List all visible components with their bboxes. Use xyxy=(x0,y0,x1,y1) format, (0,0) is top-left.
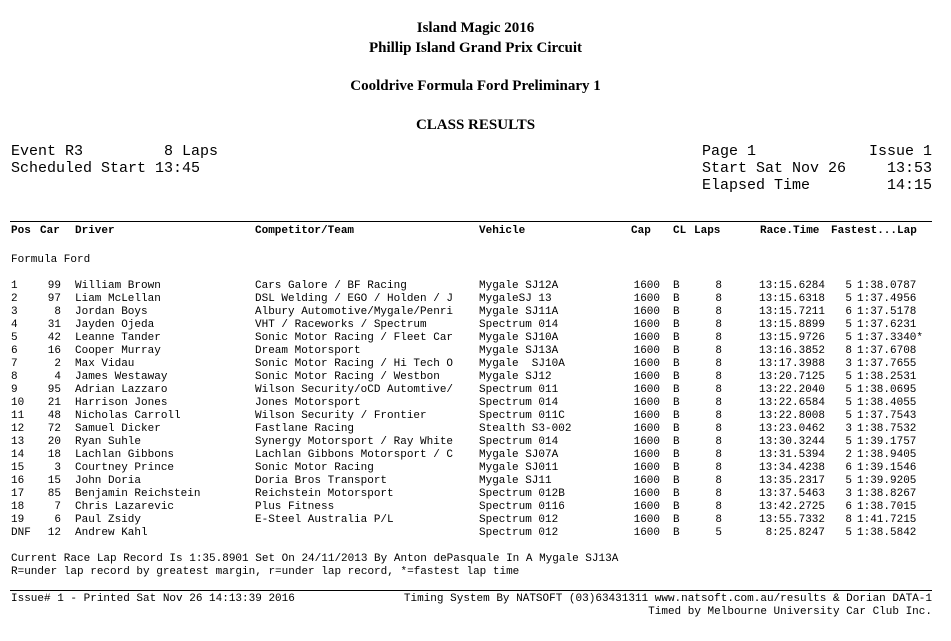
cell-driver: John Doria xyxy=(75,475,142,487)
cell-fastest-lap-time: 1:39.1757 xyxy=(857,436,917,448)
cell-vehicle: Mygale SJ13A xyxy=(479,345,559,357)
cell-class: B xyxy=(673,371,680,383)
cell-race-time: 13:22.6584 xyxy=(758,397,825,409)
cell-laps: 8 xyxy=(715,371,722,383)
cell-vehicle: Stealth S3-002 xyxy=(479,423,572,435)
cell-team: Dream Motorsport xyxy=(255,345,361,357)
cell-driver: Ryan Suhle xyxy=(75,436,142,448)
cell-team: Lachlan Gibbons Motorsport / C xyxy=(255,449,454,461)
event-number: Event R3 xyxy=(11,143,84,160)
cell-fastest-lap-number: 3 xyxy=(845,488,852,500)
event-title: Island Magic 2016 xyxy=(416,20,535,36)
cell-pos: 16 xyxy=(11,475,25,487)
cell-driver: Leanne Tander xyxy=(75,332,161,344)
cell-pos: 15 xyxy=(11,462,25,474)
cell-team: Sonic Motor Racing / Hi Tech O xyxy=(255,358,454,370)
cell-laps: 8 xyxy=(715,397,722,409)
cell-race-time: 13:34.4238 xyxy=(758,462,825,474)
cell-laps: 8 xyxy=(715,501,722,513)
scheduled-start: Scheduled Start 13:45 xyxy=(11,160,201,177)
start-label: Start Sat Nov 26 xyxy=(702,160,847,177)
cell-fastest-lap-time: 1:41.7215 xyxy=(857,514,917,526)
report-title: CLASS RESULTS xyxy=(415,117,536,133)
cell-cap: 1600 xyxy=(633,488,660,500)
cell-fastest-lap-number: 2 xyxy=(845,449,852,461)
cell-team: Plus Fitness xyxy=(255,501,335,513)
cell-fastest-lap-number: 8 xyxy=(845,345,852,357)
cell-team: Sonic Motor Racing xyxy=(255,462,374,474)
cell-vehicle: Mygale SJ11 xyxy=(479,475,552,487)
cell-car: 6 xyxy=(54,514,61,526)
cell-pos: 14 xyxy=(11,449,25,461)
cell-fastest-lap-time: 1:37.4956 xyxy=(857,293,917,305)
cell-pos: 5 xyxy=(11,332,18,344)
cell-driver: Nicholas Carroll xyxy=(75,410,181,422)
cell-race-time: 13:55.7332 xyxy=(758,514,825,526)
circuit-name: Phillip Island Grand Prix Circuit xyxy=(368,40,583,56)
cell-cap: 1600 xyxy=(633,475,660,487)
cell-fastest-lap-number: 3 xyxy=(845,358,852,370)
cell-car: 15 xyxy=(47,475,61,487)
cell-car: 95 xyxy=(47,384,61,396)
cell-laps: 8 xyxy=(715,280,722,292)
cell-race-time: 13:31.5394 xyxy=(758,449,825,461)
cell-cap: 1600 xyxy=(633,410,660,422)
cell-laps: 8 xyxy=(715,514,722,526)
cell-fastest-lap-time: 1:38.5842 xyxy=(857,527,917,539)
cell-car: 12 xyxy=(47,527,61,539)
cell-fastest-lap-number: 5 xyxy=(845,397,852,409)
cell-car: 20 xyxy=(47,436,61,448)
cell-team xyxy=(255,527,476,540)
cell-fastest-lap-number: 5 xyxy=(845,293,852,305)
class-name: Formula Ford xyxy=(11,254,91,266)
cell-class: B xyxy=(673,488,680,500)
col-team: Competitor/Team xyxy=(255,225,355,237)
cell-fastest-lap-number: 3 xyxy=(845,423,852,435)
cell-cap: 1600 xyxy=(633,293,660,305)
cell-race-time: 8:25.8247 xyxy=(765,527,825,539)
cell-race-time: 13:15.6318 xyxy=(758,293,825,305)
cell-fastest-lap-number: 5 xyxy=(845,475,852,487)
cell-fastest-lap-number: 5 xyxy=(845,319,852,331)
cell-car: 21 xyxy=(47,397,61,409)
cell-fastest-lap-number: 5 xyxy=(845,410,852,422)
cell-pos: 9 xyxy=(11,384,18,396)
cell-pos: 12 xyxy=(11,423,25,435)
cell-fastest-lap-time: 1:38.7015 xyxy=(857,501,917,513)
cell-driver: William Brown xyxy=(75,280,161,292)
cell-car: 31 xyxy=(47,319,61,331)
cell-fastest-lap-time: 1:38.0695 xyxy=(857,384,917,396)
cell-pos: 18 xyxy=(11,501,25,513)
cell-race-time: 13:15.7211 xyxy=(758,306,825,318)
cell-class: B xyxy=(673,475,680,487)
cell-class: B xyxy=(673,293,680,305)
cell-class: B xyxy=(673,280,680,292)
cell-pos: 1 xyxy=(11,280,18,292)
cell-fastest-lap-number: 5 xyxy=(845,371,852,383)
elapsed-time: 14:15 xyxy=(886,177,932,194)
cell-class: B xyxy=(673,384,680,396)
cell-pos: 13 xyxy=(11,436,25,448)
cell-team: Reichstein Motorsport xyxy=(255,488,394,500)
race-name: Cooldrive Formula Ford Preliminary 1 xyxy=(350,78,601,94)
cell-class: B xyxy=(673,345,680,357)
cell-fastest-lap-number: 5 xyxy=(845,436,852,448)
start-time: 13:53 xyxy=(886,160,932,177)
cell-team: Doria Bros Transport xyxy=(255,475,388,487)
cell-driver: Jordan Boys xyxy=(75,306,148,318)
header-rule xyxy=(10,221,932,222)
cell-race-time: 13:23.0462 xyxy=(758,423,825,435)
cell-race-time: 13:15.8899 xyxy=(758,319,825,331)
cell-pos: 17 xyxy=(11,488,25,500)
cell-race-time: 13:22.2040 xyxy=(758,384,825,396)
cell-car: 4 xyxy=(54,371,61,383)
cell-race-time: 13:15.6284 xyxy=(758,280,825,292)
cell-fastest-lap-number: 5 xyxy=(845,527,852,539)
cell-team: Jones Motorsport xyxy=(255,397,361,409)
cell-class: B xyxy=(673,436,680,448)
cell-laps: 8 xyxy=(715,345,722,357)
cell-fastest-lap-time: 1:37.7543 xyxy=(857,410,917,422)
cell-team: Synergy Motorsport / Ray White xyxy=(255,436,454,448)
cell-laps: 8 xyxy=(715,384,722,396)
cell-team: E-Steel Australia P/L xyxy=(255,514,394,526)
cell-car: 99 xyxy=(47,280,61,292)
cell-driver: Paul Zsidy xyxy=(75,514,142,526)
cell-team: VHT / Raceworks / Spectrum xyxy=(255,319,427,331)
cell-laps: 8 xyxy=(715,410,722,422)
cell-fastest-lap-number: 6 xyxy=(845,462,852,474)
cell-race-time: 13:20.7125 xyxy=(758,371,825,383)
col-driver: Driver xyxy=(75,225,115,237)
cell-cap: 1600 xyxy=(633,449,660,461)
cell-vehicle: Spectrum 012 xyxy=(479,527,559,539)
cell-pos: 11 xyxy=(11,410,25,422)
cell-fastest-lap-time: 1:37.3340* xyxy=(857,332,924,344)
cell-cap: 1600 xyxy=(633,397,660,409)
cell-vehicle: Mygale SJ12 xyxy=(479,371,552,383)
cell-fastest-lap-time: 1:37.5178 xyxy=(857,306,917,318)
cell-vehicle: Mygale SJ12A xyxy=(479,280,559,292)
cell-fastest-lap-number: 5 xyxy=(845,332,852,344)
cell-vehicle: Spectrum 014 xyxy=(479,436,559,448)
cell-team: Albury Automotive/Mygale/Penri xyxy=(255,306,454,318)
cell-driver: Cooper Murray xyxy=(75,345,161,357)
cell-race-time: 13:42.2725 xyxy=(758,501,825,513)
cell-team: DSL Welding / EGO / Holden / J xyxy=(255,293,454,305)
cell-vehicle: Mygale SJ011 xyxy=(479,462,559,474)
lap-count: 8 Laps xyxy=(164,143,219,160)
col-race-time: Race.Time xyxy=(760,225,820,237)
cell-vehicle: Spectrum 014 xyxy=(479,397,559,409)
cell-car: 8 xyxy=(54,306,61,318)
cell-pos: 6 xyxy=(11,345,18,357)
cell-pos: 8 xyxy=(11,371,18,383)
timed-by: Timed by Melbourne University Car Club Inc. xyxy=(648,606,932,618)
cell-car: 3 xyxy=(54,462,61,474)
cell-car: 18 xyxy=(47,449,61,461)
col-fastest-lap: Fastest...Lap xyxy=(831,225,917,237)
cell-car: 85 xyxy=(47,488,61,500)
cell-laps: 8 xyxy=(715,488,722,500)
cell-driver: Lachlan Gibbons xyxy=(75,449,175,461)
cell-race-time: 13:22.8008 xyxy=(758,410,825,422)
col-laps: Laps xyxy=(694,225,721,237)
lap-record-note: Current Race Lap Record Is 1:35.8901 Set On 24/11/2013 By Anton dePasquale In A Mygale SJ13A xyxy=(11,553,619,565)
cell-class: B xyxy=(673,527,680,539)
cell-laps: 8 xyxy=(715,423,722,435)
cell-driver: Andrew Kahl xyxy=(75,527,148,539)
cell-fastest-lap-time: 1:38.8267 xyxy=(857,488,917,500)
col-car: Car xyxy=(40,225,60,237)
cell-cap: 1600 xyxy=(633,384,660,396)
cell-driver: Harrison Jones xyxy=(75,397,168,409)
cell-vehicle: Spectrum 014 xyxy=(479,319,559,331)
cell-class: B xyxy=(673,319,680,331)
cell-class: B xyxy=(673,462,680,474)
cell-fastest-lap-time: 1:39.1546 xyxy=(857,462,917,474)
cell-fastest-lap-time: 1:37.7655 xyxy=(857,358,917,370)
cell-vehicle: Mygale SJ10A xyxy=(479,358,565,370)
cell-driver: Courtney Prince xyxy=(75,462,175,474)
cell-driver: Adrian Lazzaro xyxy=(75,384,168,396)
cell-fastest-lap-number: 8 xyxy=(845,514,852,526)
cell-car: 7 xyxy=(54,501,61,513)
cell-laps: 8 xyxy=(715,332,722,344)
cell-car: 97 xyxy=(47,293,61,305)
page-number: Page 1 xyxy=(702,143,757,160)
cell-cap: 1600 xyxy=(633,319,660,331)
cell-cap: 1600 xyxy=(633,306,660,318)
cell-class: B xyxy=(673,410,680,422)
legend-note: R=under lap record by greatest margin, r=under lap record, *=fastest lap time xyxy=(11,566,520,578)
cell-driver: Benjamin Reichstein xyxy=(75,488,201,500)
cell-pos: 19 xyxy=(11,514,25,526)
issue-number: Issue 1 xyxy=(868,143,932,160)
col-cl: CL xyxy=(673,225,687,237)
cell-vehicle: Spectrum 011C xyxy=(479,410,565,422)
cell-driver: Jayden Ojeda xyxy=(75,319,155,331)
cell-vehicle: Spectrum 012 xyxy=(479,514,559,526)
cell-pos: 3 xyxy=(11,306,18,318)
cell-vehicle: Mygale SJ07A xyxy=(479,449,559,461)
cell-class: B xyxy=(673,397,680,409)
cell-cap: 1600 xyxy=(633,462,660,474)
cell-class: B xyxy=(673,332,680,344)
cell-team: Sonic Motor Racing / Westbon xyxy=(255,371,440,383)
cell-class: B xyxy=(673,306,680,318)
cell-team: Fastlane Racing xyxy=(255,423,355,435)
cell-class: B xyxy=(673,501,680,513)
cell-pos: 10 xyxy=(11,397,25,409)
cell-pos: 7 xyxy=(11,358,18,370)
cell-class: B xyxy=(673,423,680,435)
footer-rule xyxy=(10,590,932,591)
cell-pos: DNF xyxy=(11,527,31,539)
cell-cap: 1600 xyxy=(633,332,660,344)
cell-race-time: 13:30.3244 xyxy=(758,436,825,448)
col-vehicle: Vehicle xyxy=(479,225,526,237)
cell-team: Wilson Security/oCD Automtive/ xyxy=(255,384,454,396)
cell-fastest-lap-time: 1:38.7532 xyxy=(857,423,917,435)
cell-fastest-lap-time: 1:37.6231 xyxy=(857,319,917,331)
cell-cap: 1600 xyxy=(633,501,660,513)
cell-fastest-lap-time: 1:38.0787 xyxy=(857,280,917,292)
cell-pos: 2 xyxy=(11,293,18,305)
cell-race-time: 13:16.3852 xyxy=(758,345,825,357)
cell-fastest-lap-number: 6 xyxy=(845,501,852,513)
cell-cap: 1600 xyxy=(633,423,660,435)
cell-fastest-lap-number: 5 xyxy=(845,384,852,396)
cell-laps: 8 xyxy=(715,462,722,474)
cell-vehicle: Mygale SJ11A xyxy=(479,306,559,318)
cell-class: B xyxy=(673,514,680,526)
printed-info: Issue# 1 - Printed Sat Nov 26 14:13:39 2016 xyxy=(11,593,295,605)
cell-vehicle: Spectrum 011 xyxy=(479,384,559,396)
cell-driver: Chris Lazarevic xyxy=(75,501,175,513)
cell-race-time: 13:35.2317 xyxy=(758,475,825,487)
cell-cap: 1600 xyxy=(633,514,660,526)
cell-cap: 1600 xyxy=(633,527,660,539)
cell-vehicle: MygaleSJ 13 xyxy=(479,293,552,305)
cell-cap: 1600 xyxy=(633,280,660,292)
cell-team: Cars Galore / BF Racing xyxy=(255,280,407,292)
cell-cap: 1600 xyxy=(633,371,660,383)
cell-race-time: 13:37.5463 xyxy=(758,488,825,500)
cell-laps: 8 xyxy=(715,306,722,318)
cell-race-time: 13:15.9726 xyxy=(758,332,825,344)
cell-team: Sonic Motor Racing / Fleet Car xyxy=(255,332,454,344)
cell-class: B xyxy=(673,449,680,461)
cell-fastest-lap-time: 1:38.2531 xyxy=(857,371,917,383)
cell-vehicle: Mygale SJ10A xyxy=(479,332,559,344)
cell-car: 72 xyxy=(47,423,61,435)
cell-laps: 5 xyxy=(715,527,722,539)
cell-laps: 8 xyxy=(715,449,722,461)
cell-fastest-lap-number: 5 xyxy=(845,280,852,292)
cell-cap: 1600 xyxy=(633,436,660,448)
cell-vehicle: Spectrum 0116 xyxy=(479,501,565,513)
cell-fastest-lap-number: 6 xyxy=(845,306,852,318)
cell-car: 48 xyxy=(47,410,61,422)
cell-vehicle: Spectrum 012B xyxy=(479,488,565,500)
cell-laps: 8 xyxy=(715,436,722,448)
cell-driver: Max Vidau xyxy=(75,358,135,370)
cell-laps: 8 xyxy=(715,319,722,331)
cell-laps: 8 xyxy=(715,475,722,487)
cell-driver: Liam McLellan xyxy=(75,293,161,305)
timing-system: Timing System By NATSOFT (03)63431311 www.natsoft.com.au/results & Dorian DATA-1 xyxy=(403,593,932,605)
cell-fastest-lap-time: 1:38.9405 xyxy=(857,449,917,461)
cell-laps: 8 xyxy=(715,293,722,305)
cell-driver: James Westaway xyxy=(75,371,168,383)
cell-cap: 1600 xyxy=(633,358,660,370)
cell-fastest-lap-time: 1:37.6708 xyxy=(857,345,917,357)
cell-class: B xyxy=(673,358,680,370)
col-pos: Pos xyxy=(11,225,31,237)
col-cap: Cap xyxy=(631,225,651,237)
cell-car: 42 xyxy=(47,332,61,344)
cell-cap: 1600 xyxy=(633,345,660,357)
cell-driver: Samuel Dicker xyxy=(75,423,161,435)
cell-car: 2 xyxy=(54,358,61,370)
cell-laps: 8 xyxy=(715,358,722,370)
cell-fastest-lap-time: 1:38.4055 xyxy=(857,397,917,409)
cell-race-time: 13:17.3988 xyxy=(758,358,825,370)
cell-car: 16 xyxy=(47,345,61,357)
cell-fastest-lap-time: 1:39.9205 xyxy=(857,475,917,487)
elapsed-label: Elapsed Time xyxy=(702,177,811,194)
cell-pos: 4 xyxy=(11,319,18,331)
cell-team: Wilson Security / Frontier xyxy=(255,410,427,422)
